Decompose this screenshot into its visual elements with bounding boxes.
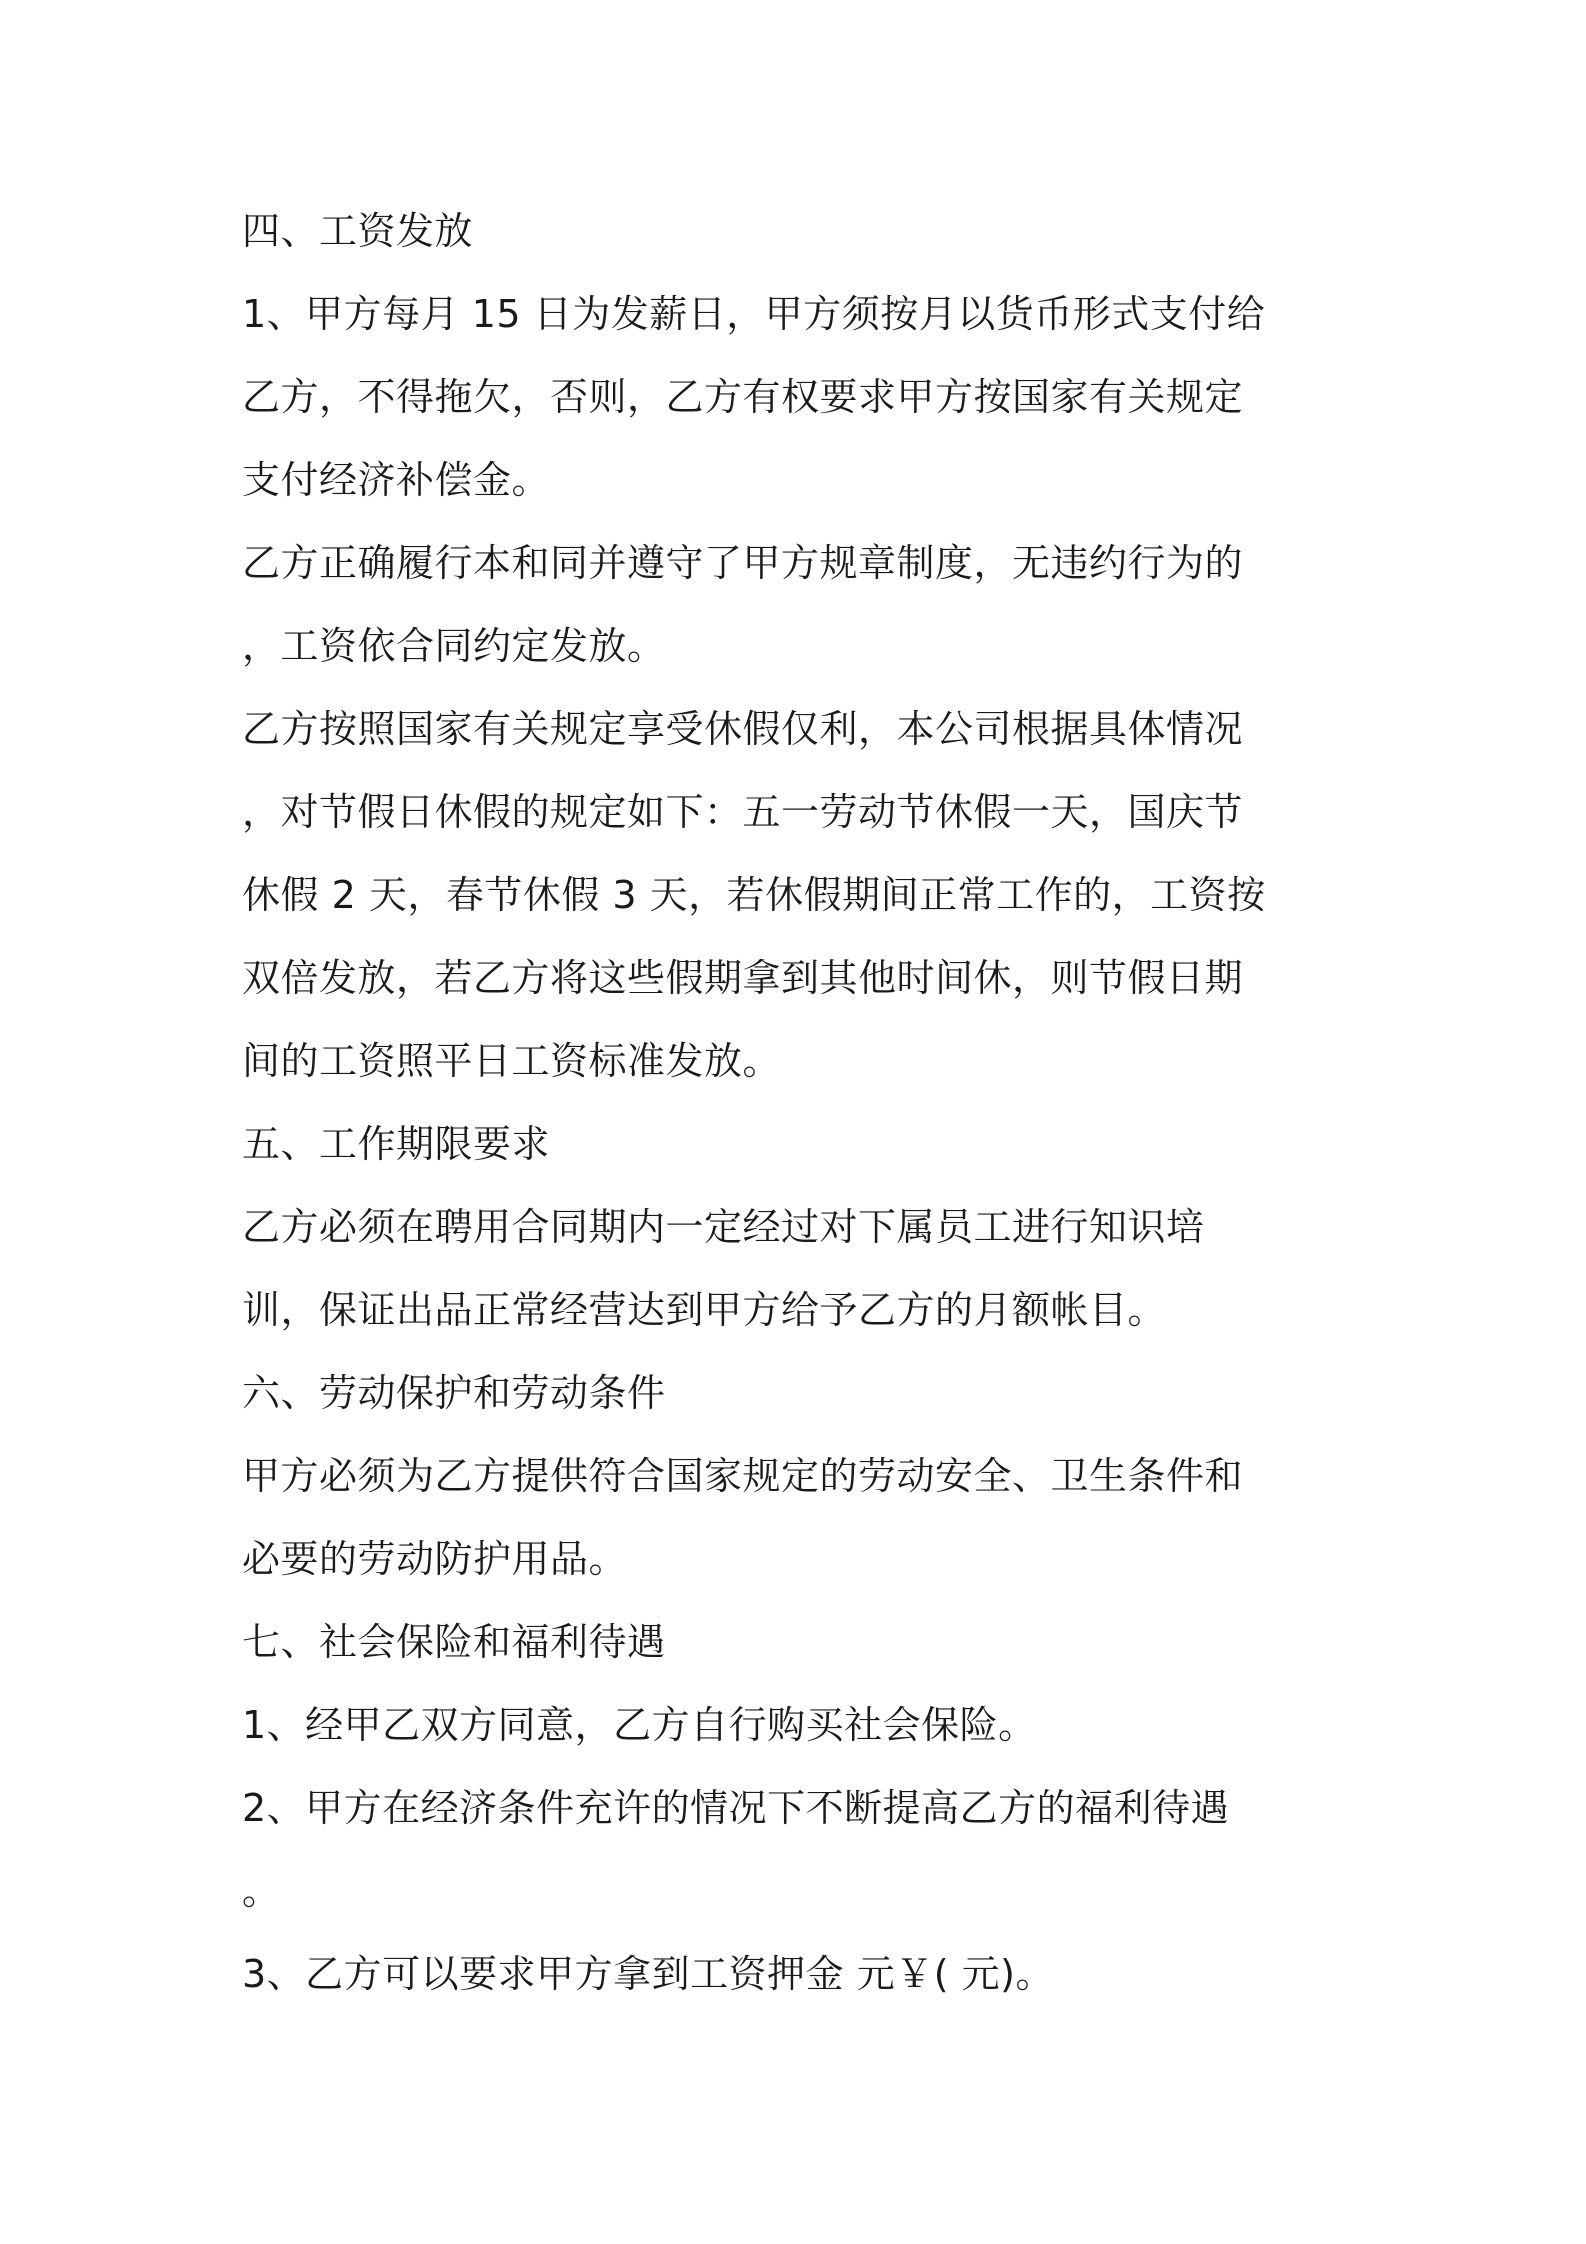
- section-heading-labor-protection: 六、劳动保护和劳动条件: [242, 1371, 666, 1415]
- section-heading-wage-payment: 四、工资发放: [242, 209, 474, 253]
- clause-line: 休假 2 天，春节休假 3 天，若休假期间正常工作的，工资按: [242, 873, 1266, 917]
- clause-line: 甲方必须为乙方提供符合国家规定的劳动安全、卫生条件和: [242, 1454, 1244, 1498]
- clause-line: 3、乙方可以要求甲方拿到工资押金 元￥( 元)。: [242, 1952, 1054, 1996]
- clause-line: 支付经济补偿金。: [242, 458, 551, 502]
- clause-line: 双倍发放，若乙方将这些假期拿到其他时间休，则节假日期: [242, 956, 1244, 1000]
- clause-line: 间的工资照平日工资标准发放。: [242, 1039, 782, 1083]
- clause-line: 1、甲方每月 15 日为发薪日，甲方须按月以货币形式支付给: [242, 292, 1266, 336]
- section-heading-work-term: 五、工作期限要求: [242, 1122, 551, 1166]
- clause-line: 乙方正确履行本和同并遵守了甲方规章制度，无违约行为的: [242, 541, 1244, 585]
- clause-line: ，工资依合同约定发放。: [242, 624, 666, 668]
- clause-line: 乙方必须在聘用合同期内一定经过对下属员工进行知识培: [242, 1205, 1205, 1249]
- clause-line: 1、经甲乙双方同意，乙方自行购买社会保险。: [242, 1703, 1037, 1747]
- clause-line: ，对节假日休假的规定如下：五一劳动节休假一天，国庆节: [242, 790, 1244, 834]
- clause-line: 2、甲方在经济条件充许的情况下不断提高乙方的福利待遇: [242, 1786, 1230, 1830]
- section-heading-social-insurance: 七、社会保险和福利待遇: [242, 1620, 666, 1664]
- clause-line: 乙方按照国家有关规定享受休假仅利，本公司根据具体情况: [242, 707, 1244, 751]
- clause-line: 。: [242, 1869, 281, 1913]
- clause-line: 乙方，不得拖欠，否则，乙方有权要求甲方按国家有关规定: [242, 375, 1244, 419]
- clause-line: 训，保证出品正常经营达到甲方给予乙方的月额帐目。: [242, 1288, 1167, 1332]
- clause-line: 必要的劳动防护用品。: [242, 1537, 628, 1581]
